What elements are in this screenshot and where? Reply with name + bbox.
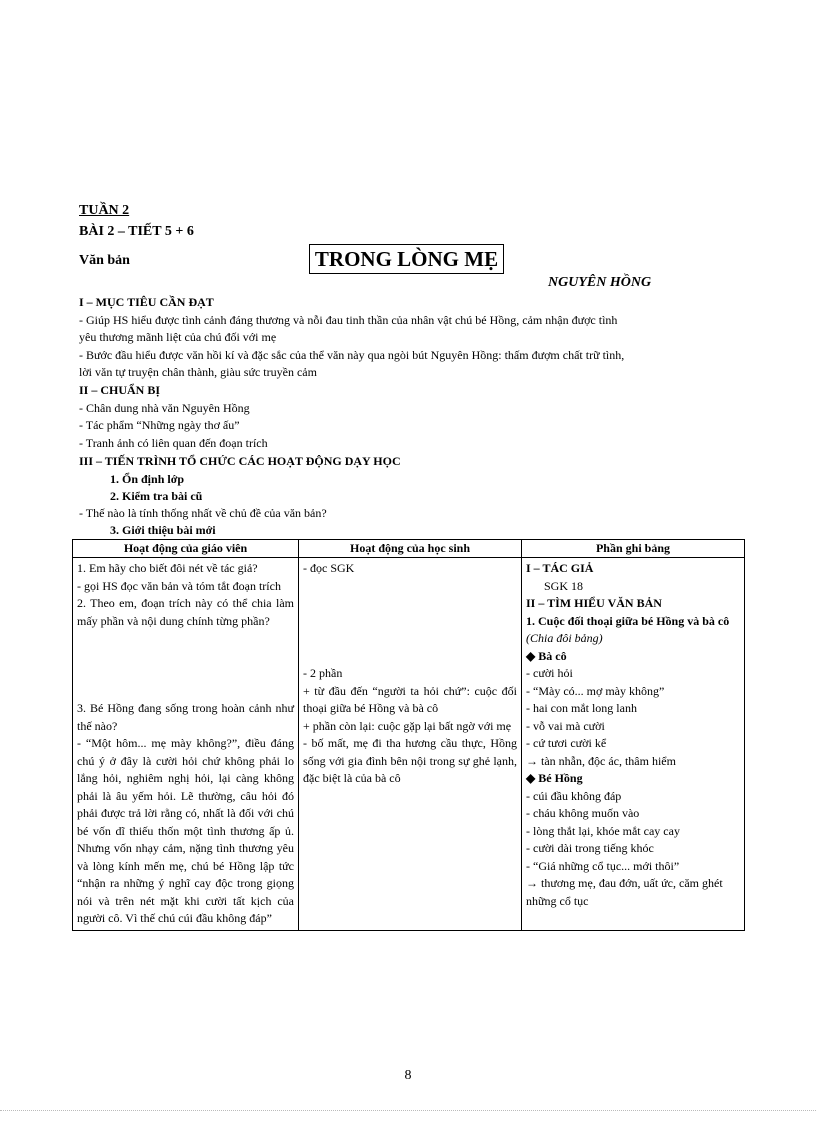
board-group: ◆ Bà cô [526, 648, 567, 663]
board-text: - “Mày có... mợ mày không” [526, 683, 665, 698]
teacher-text: - gọi HS đọc văn bản và tóm tắt đoạn trích [77, 578, 281, 593]
section-2-line: - Tranh ảnh có liên quan đến đoạn trích [79, 436, 268, 450]
section-3-question: - Thế nào là tính thống nhất về chủ đề của văn bản? [79, 506, 327, 520]
board-conclusion: → thương mẹ, đau đớn, uất ức, căm ghét những cổ tục [526, 876, 723, 908]
header-student: Hoạt động của học sinh [299, 540, 522, 558]
student-cell [299, 558, 522, 931]
teacher-text: - “Một hôm... mẹ mày không?”, điều đáng chú ý ở đây là cười hỏi chứ không phải lo lắng hỏi, nghiêm nghị hỏi, lại càng không phải là âu yếm hỏi. Lẽ thường, câu hỏi đó phải được trả lời rằng có, nhất là đối với chú bé vốn dĩ thiếu thốn một tình thương ấp ủ. Nhưng vốn nhạy cảm, nặng tình thương yêu và lòng kính mến mẹ, chú bé Hồng lập tức “nhận ra những ý nghĩ cay độc trong giọng nói và trên nét mặt khi cười tất kịch của người cô. Vì thế chú cúi đầu không đáp” [77, 736, 294, 925]
arrow-right-icon: → [526, 753, 541, 768]
lesson-label: BÀI 2 – TIẾT 5 + 6 [79, 224, 194, 239]
diamond-icon: ◆ [526, 771, 539, 785]
board-text: - hai con mắt long lanh [526, 701, 637, 715]
board-cell [522, 558, 745, 931]
section-1-line: lời văn tự truyện chân thành, giàu sức truyền cảm [79, 365, 317, 379]
table-header-row [73, 540, 745, 558]
teacher-text: 1. Em hãy cho biết đôi nét về tác giả? [77, 561, 258, 575]
arrow-right-icon: → [526, 876, 541, 890]
board-text: - cháu không muốn vào [526, 806, 640, 820]
document-title: TRONG LÒNG MẸ [309, 244, 504, 274]
section-1-line: - Giúp HS hiểu được tình cảnh đáng thương và nỗi đau tinh thần của nhân vật chú bé Hồng, cảm nhận được tình [79, 313, 618, 327]
section-1-line: yêu thương mãnh liệt của chú đối với mẹ [79, 330, 277, 344]
board-group: ◆ Bé Hồng [526, 771, 583, 785]
section-3-heading: III – TIẾN TRÌNH TỔ CHỨC CÁC HOẠT ĐỘNG DẠY HỌC [79, 454, 401, 468]
board-text: - lòng thắt lại, khóe mắt cay cay [526, 823, 680, 838]
board-text: SGK 18 [544, 578, 584, 593]
board-note: (Chia đôi bảng) [526, 631, 603, 645]
board-text: - cứ tươi cười kể [526, 736, 607, 750]
board-subheading: 1. Cuộc đối thoại giữa bé Hồng và bà cô [526, 613, 730, 628]
section-2-heading: II – CHUẨN BỊ [79, 383, 161, 397]
student-text: + phần còn lại: cuộc gặp lại bất ngờ với mẹ [303, 718, 512, 733]
student-text: - bố mất, mẹ đi tha hương cầu thực, Hồng sống với gia đình bên nội trong sự ghẻ lạnh, đặc biệt là của bà cô [303, 736, 517, 785]
teacher-text: 3. Bé Hồng đang sống trong hoàn cảnh như thế nào? [77, 701, 294, 733]
genre-label: Văn bản [79, 253, 130, 268]
student-text: - 2 phần [303, 666, 343, 680]
section-1-line: - Bước đầu hiểu được văn hồi kí và đặc sắc của thể văn này qua ngòi bút Nguyên Hồng: thấm đượm chất trữ tình, [79, 348, 625, 362]
section-3-item: 3. Giới thiệu bài mới [110, 523, 216, 537]
board-text: - cười dài trong tiếng khóc [526, 841, 654, 855]
student-text: - đọc SGK [303, 561, 355, 575]
week-label: TUẦN 2 [79, 203, 130, 218]
board-text: - cười hỏi [526, 666, 573, 680]
section-3-item: 1. Ổn định lớp [110, 472, 185, 486]
teacher-cell [73, 558, 299, 931]
board-heading: II – TÌM HIỂU VĂN BẢN [526, 596, 662, 610]
section-1-heading: I – MỤC TIÊU CẦN ĐẠT [79, 295, 214, 309]
section-2-line: - Tác phẩm “Những ngày thơ ấu” [79, 418, 240, 432]
section-2-line: - Chân dung nhà văn Nguyên Hồng [79, 401, 250, 415]
bottom-divider [0, 1110, 816, 1111]
board-heading: I – TÁC GIẢ [526, 561, 594, 575]
header-board: Phần ghi bảng [522, 540, 745, 558]
board-text: - vỗ vai mà cười [526, 718, 605, 733]
lesson-table [72, 539, 745, 931]
teacher-text: 2. Theo em, đoạn trích này có thể chia làm mấy phần và nội dung chính từng phần? [77, 596, 294, 628]
page-number: 8 [404, 1068, 412, 1083]
section-3-item: 2. Kiểm tra bài cũ [110, 489, 203, 503]
author-name: NGUYÊN HỒNG [548, 275, 652, 290]
diamond-icon: ◆ [526, 648, 539, 663]
header-teacher: Hoạt động của giáo viên [73, 540, 299, 558]
board-conclusion: → tàn nhẫn, độc ác, thâm hiểm [526, 753, 676, 768]
board-text: - cúi đầu không đáp [526, 788, 622, 803]
board-text: - “Giá những cổ tục... mới thôi” [526, 858, 680, 873]
table-row [73, 558, 745, 931]
student-text: + từ đầu đến “người ta hỏi chứ”: cuộc đối thoại giữa bé Hồng và bà cô [303, 683, 517, 715]
